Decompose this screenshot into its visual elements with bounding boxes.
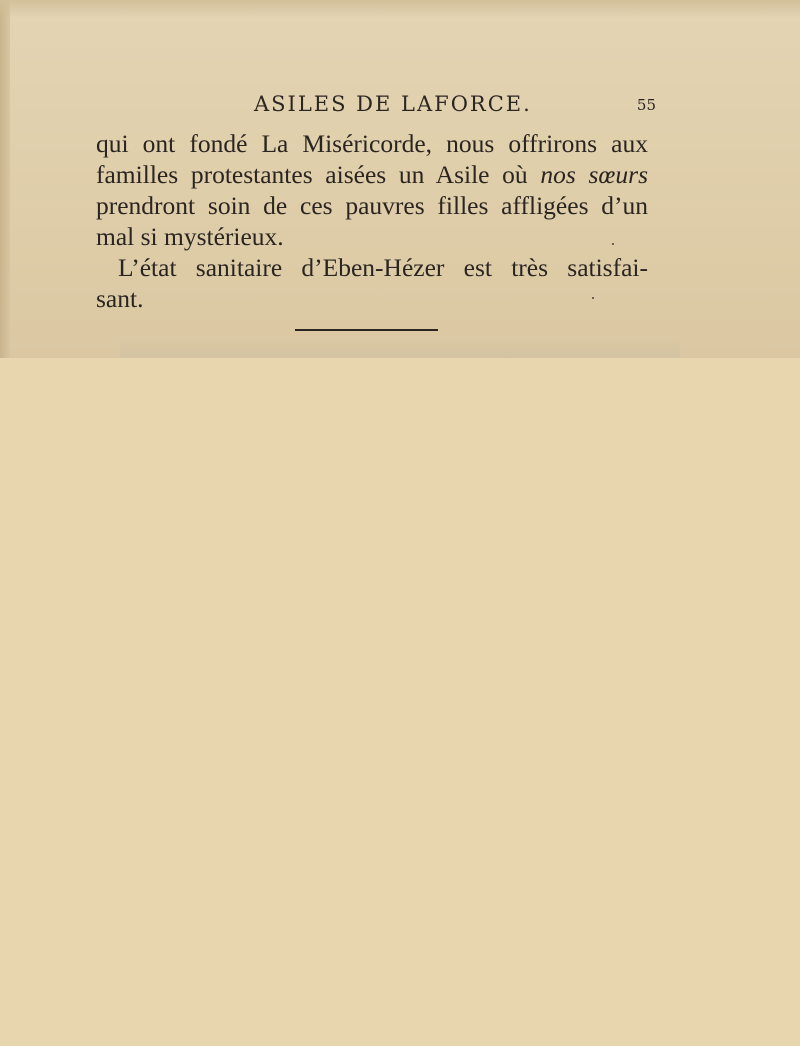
page-top-shadow bbox=[0, 0, 800, 18]
italic-text: nos sœurs bbox=[540, 160, 648, 189]
scanned-page-region bbox=[0, 0, 800, 358]
section-divider bbox=[295, 329, 438, 331]
text-line: mal si mystérieux. bbox=[96, 222, 284, 251]
page-edge bbox=[0, 0, 10, 358]
ink-speck bbox=[592, 297, 594, 299]
running-title: ASILES DE LAFORCE. bbox=[254, 92, 532, 116]
text-line: prendront soin de ces pauvres filles affligées d’un bbox=[96, 191, 648, 220]
body-paragraphs bbox=[96, 128, 648, 314]
text-line: qui ont fondé La Miséricorde, nous offrirons aux bbox=[96, 129, 648, 158]
text-line bbox=[96, 159, 648, 190]
show-through-shadow bbox=[120, 336, 680, 358]
ink-speck bbox=[612, 243, 614, 245]
text-line: sant. bbox=[96, 284, 144, 313]
text-span: familles protestantes aisées un Asile où bbox=[96, 160, 541, 189]
page-number: 55 bbox=[636, 96, 656, 114]
text-line: L’état sanitaire d’Eben-Hézer est très satisfai- bbox=[118, 253, 648, 282]
page-header bbox=[96, 92, 656, 122]
